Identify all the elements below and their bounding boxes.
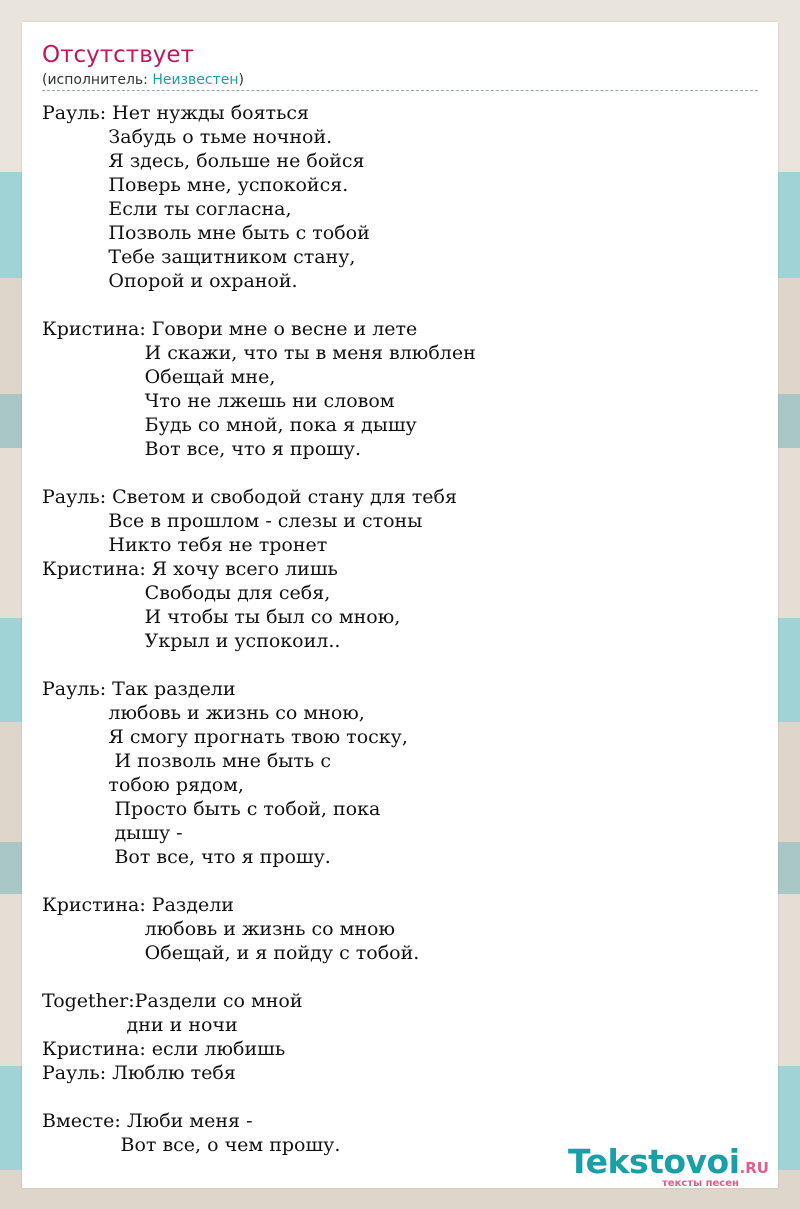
artist-line: [42, 72, 244, 88]
title-divider: [42, 90, 758, 91]
lyric-line: [42, 869, 476, 893]
lyric-line: Рауль: Люблю тебя: [42, 1062, 236, 1084]
lyric-line: Вместе: Люби меня -: [42, 1110, 253, 1132]
lyrics-text: [42, 101, 476, 1157]
lyric-line: Просто быть с тобой, пока: [42, 798, 381, 820]
lyric-line: Я здесь, больше не бойся: [42, 150, 365, 172]
lyric-line: И скажи, что ты в меня влюблен: [42, 342, 476, 364]
lyric-line: Together:Раздели со мной: [42, 990, 303, 1012]
lyric-line: Кристина: если любишь: [42, 1038, 286, 1060]
lyric-line: Поверь мне, успокойся.: [42, 174, 349, 196]
lyric-line: Рауль: Светом и свободой стану для тебя: [42, 486, 457, 508]
lyric-line: Никто тебя не тронет: [42, 534, 328, 556]
lyric-line: Забудь о тьме ночной.: [42, 126, 333, 148]
lyric-line: дышу -: [42, 822, 183, 844]
artist-prefix: (исполнитель:: [42, 72, 153, 88]
lyric-line: Все в прошлом - слезы и стоны: [42, 510, 423, 532]
lyric-line: [42, 653, 476, 677]
lyric-line: [42, 293, 476, 317]
lyric-line: Вот все, что я прошу.: [42, 438, 362, 460]
lyric-line: Кристина: Я хочу всего лишь: [42, 558, 338, 580]
lyric-line: Кристина: Раздели: [42, 894, 234, 916]
lyric-line: Вот все, что я прошу.: [42, 846, 331, 868]
lyric-line: И чтобы ты был со мною,: [42, 606, 401, 628]
lyric-line: любовь и жизнь со мною,: [42, 702, 365, 724]
lyric-line: Что не лжешь ни словом: [42, 390, 395, 412]
lyric-line: [42, 461, 476, 485]
lyric-line: Вот все, о чем прошу.: [42, 1134, 341, 1156]
logo-tld: .RU: [739, 1159, 769, 1177]
logo-name: Tekstovoi: [568, 1142, 740, 1181]
lyric-line: [42, 1085, 476, 1109]
lyric-line: Рауль: Так раздели: [42, 678, 236, 700]
lyric-line: Кристина: Говори мне о весне и лете: [42, 318, 418, 340]
artist-link[interactable]: Неизвестен: [152, 72, 239, 88]
lyrics-card: [22, 22, 778, 1188]
lyric-line: Будь со мной, пока я дышу: [42, 414, 417, 436]
lyric-line: Укрыл и успокоил..: [42, 630, 341, 652]
song-title: Отсутствует: [42, 42, 194, 68]
lyric-line: [42, 965, 476, 989]
lyric-line: дни и ночи: [42, 1014, 238, 1036]
lyric-line: Тебе защитником стану,: [42, 246, 356, 268]
lyric-line: Обещай мне,: [42, 366, 276, 388]
lyric-line: Если ты согласна,: [42, 198, 292, 220]
lyric-line: любовь и жизнь со мною: [42, 918, 396, 940]
artist-suffix: ): [238, 72, 244, 88]
logo-tagline: тексты песен: [662, 1178, 739, 1189]
lyric-line: Рауль: Нет нужды бояться: [42, 102, 310, 124]
lyric-line: Позволь мне быть с тобой: [42, 222, 370, 244]
lyric-line: Опорой и охраной.: [42, 270, 298, 292]
lyric-line: Я смогу прогнать твою тоску,: [42, 726, 408, 748]
lyric-line: Обещай, и я пойду с тобой.: [42, 942, 420, 964]
lyric-line: Свободы для себя,: [42, 582, 331, 604]
lyric-line: И позволь мне быть с: [42, 750, 331, 772]
site-logo[interactable]: [568, 1142, 769, 1189]
lyric-line: тобою рядом,: [42, 774, 244, 796]
